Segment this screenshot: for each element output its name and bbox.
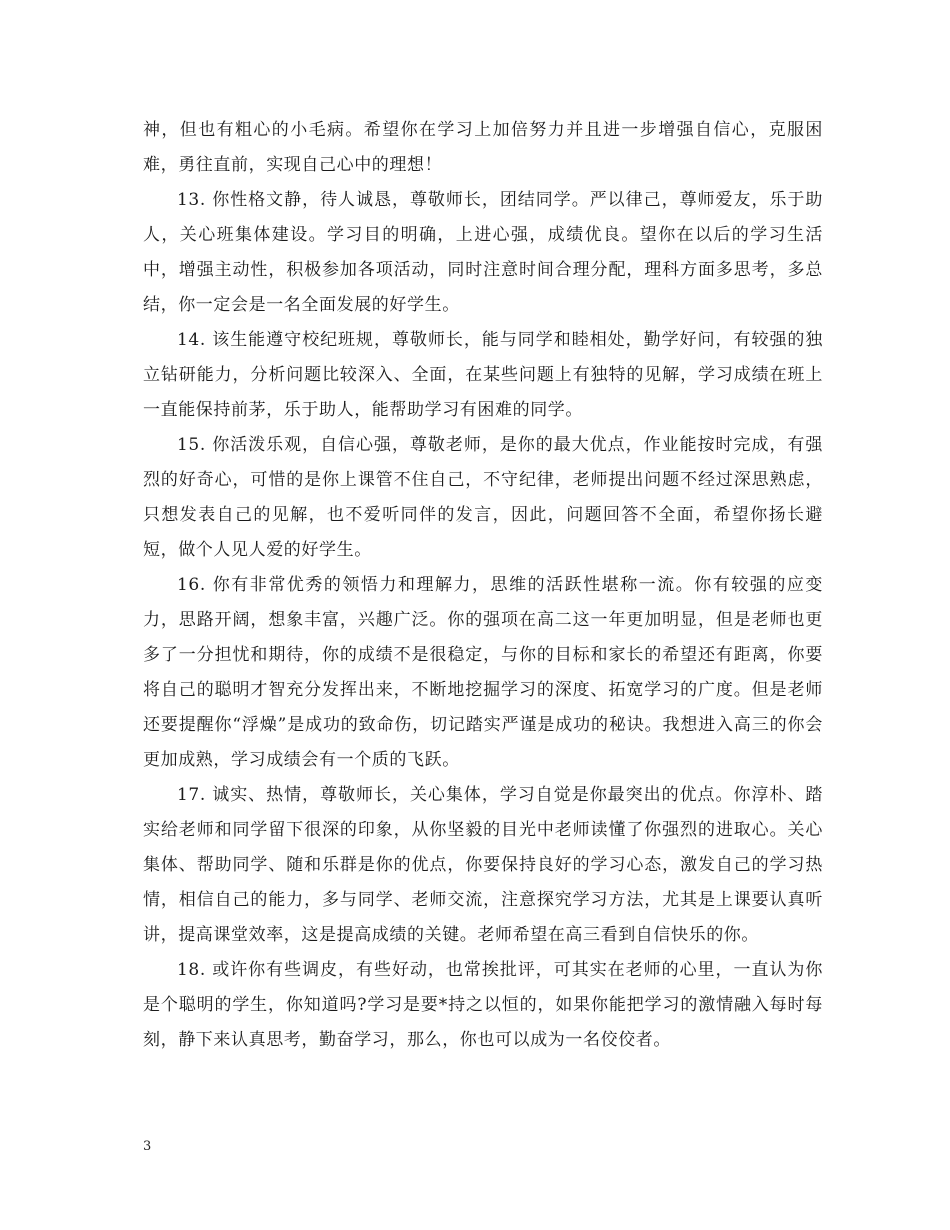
paragraph-comment-17: 17. 诚实、热情，尊敬师长，关心集体，学习自觉是你最突出的优点。你淳朴、踏实给老师和同学留下很深的印象，从你坚毅的目光中老师读懂了你强烈的进取心。关心集体、帮助同学、随和乐群是你的优点，你要保持良好的学习心态，激发自己的学习热情，相信自己的能力，多与同学、老师交流，注意探究学习方法，尤其是上课要认真听讲，提高课堂效率，这是提高成绩的关键。老师希望在高三看到自信快乐的你。 [143, 785, 823, 945]
page-number: 3 [143, 1139, 152, 1154]
paragraph-comment-15: 15. 你活泼乐观，自信心强，尊敬老师，是你的最大优点，作业能按时完成，有强烈的好奇心，可惜的是你上课管不住自己，不守纪律，老师提出问题不经过深思熟虑，只想发表自己的见解，也不爱听同伴的发言，因此，问题回答不全面，希望你扬长避短，做个人见人爱的好学生。 [143, 435, 823, 560]
document-body [143, 113, 823, 1058]
paragraph-continuation: 神，但也有粗心的小毛病。希望你在学习上加倍努力并且进一步增强自信心，克服困难，勇往直前，实现自己心中的理想！ [143, 120, 823, 175]
paragraph-comment-13: 13. 你性格文静，待人诚恳，尊敬师长，团结同学。严以律己，尊师爱友，乐于助人，关心班集体建设。学习目的明确，上进心强，成绩优良。望你在以后的学习生活中，增强主动性，积极参加各项活动，同时注意时间合理分配，理科方面多思考，多总结，你一定会是一名全面发展的好学生。 [143, 190, 823, 315]
paragraph-comment-14: 14. 该生能遵守校纪班规，尊敬师长，能与同学和睦相处，勤学好问，有较强的独立钻研能力，分析问题比较深入、全面，在某些问题上有独特的见解，学习成绩在班上一直能保持前茅，乐于助人，能帮助学习有困难的同学。 [143, 330, 823, 420]
paragraph-comment-18: 18. 或许你有些调皮，有些好动，也常挨批评，可其实在老师的心里，一直认为你是个聪明的学生，你知道吗?学习是要*持之以恒的，如果你能把学习的激情融入每时每刻，静下来认真思考，勤奋学习，那么，你也可以成为一名佼佼者。 [143, 960, 823, 1050]
paragraph-comment-16: 16. 你有非常优秀的领悟力和理解力，思维的活跃性堪称一流。你有较强的应变力，思路开阔，想象丰富，兴趣广泛。你的强项在高二这一年更加明显，但是老师也更多了一分担忧和期待，你的成绩不是很稳定，与你的目标和家长的希望还有距离，你要将自己的聪明才智充分发挥出来，不断地挖掘学习的深度、拓宽学习的广度。但是老师还要提醒你“浮燥”是成功的致命伤，切记踏实严谨是成功的秘诀。我想进入高三的你会更加成熟，学习成绩会有一个质的飞跃。 [143, 575, 823, 770]
